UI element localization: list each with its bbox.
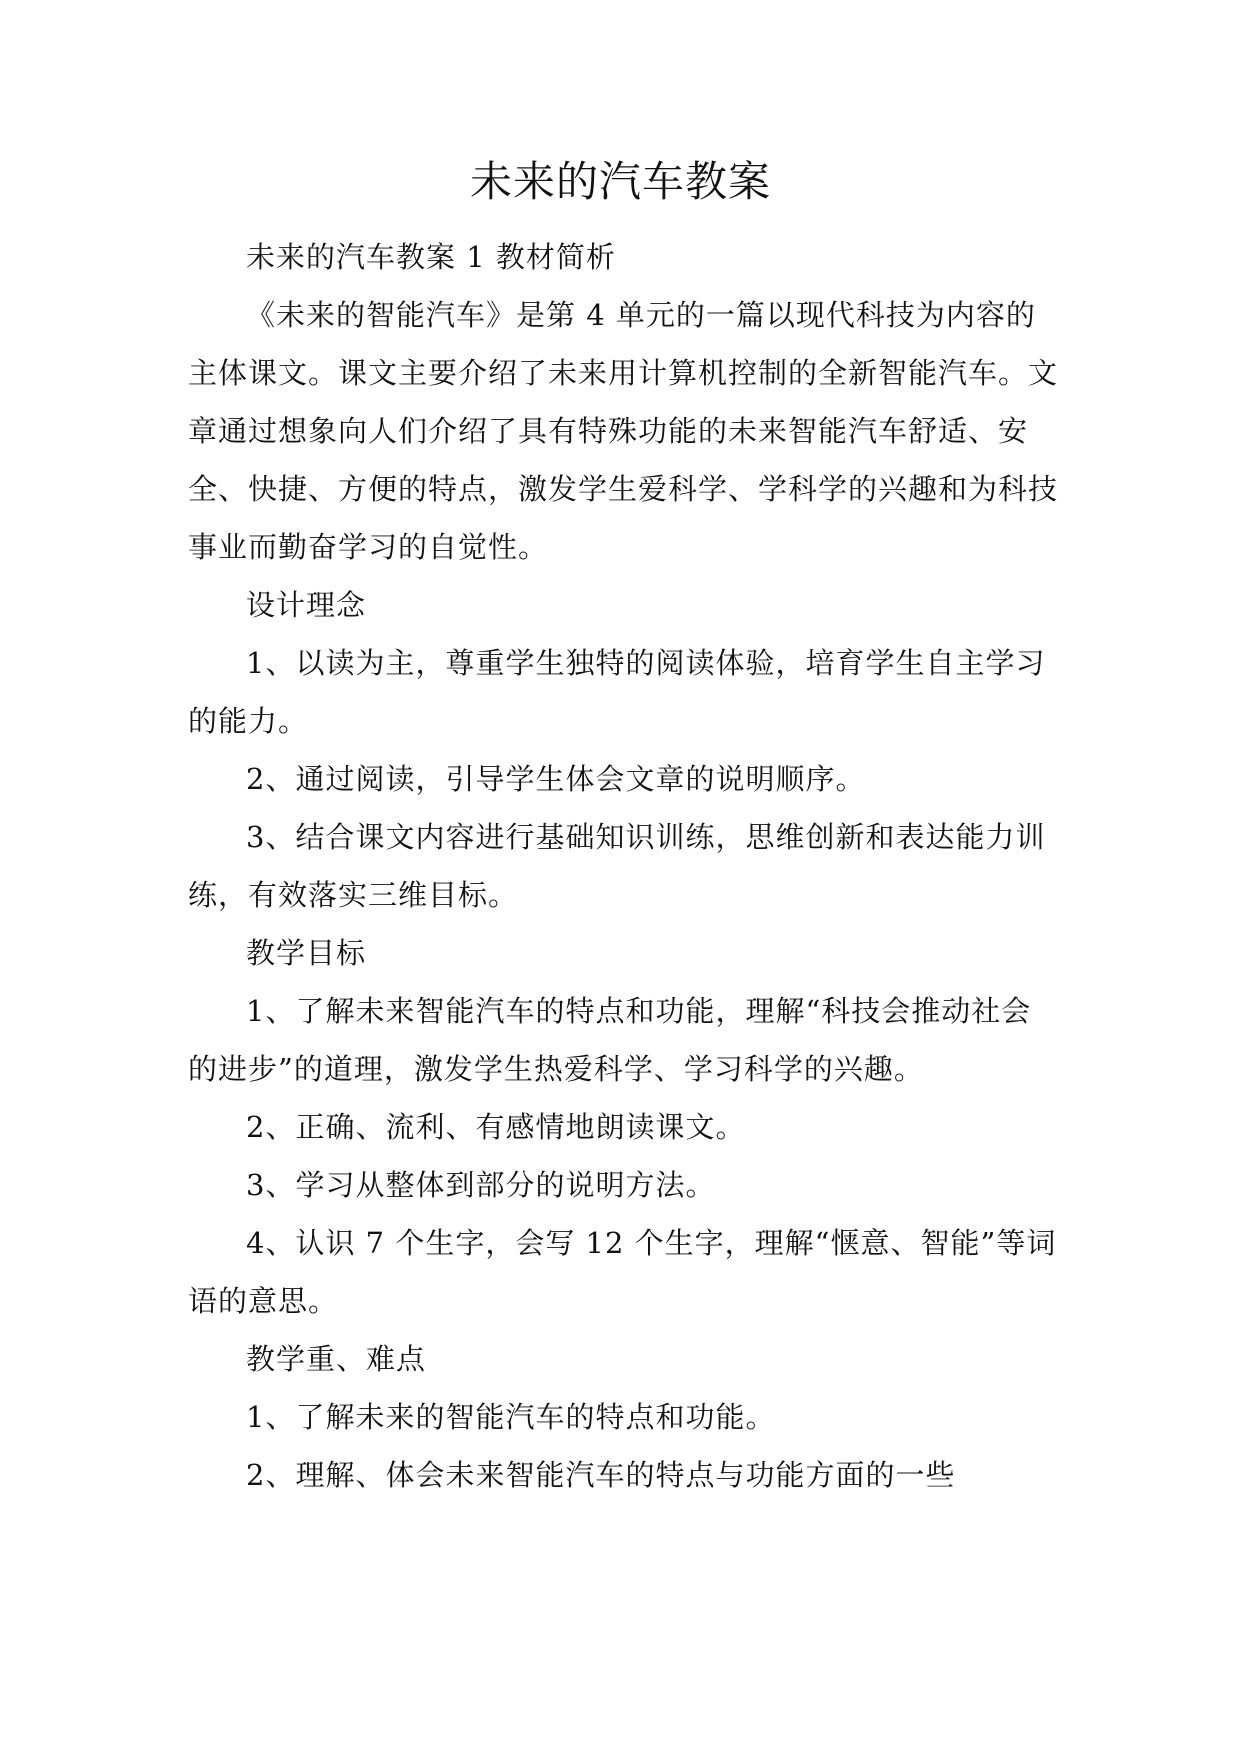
list-item-difficulty-2: 2、理解、体会未来智能汽车的特点与功能方面的一些: [246, 1458, 956, 1492]
list-item-goal-1: 1、了解未来智能汽车的特点和功能，理解“科技会推动社会的进步”的道理，激发学生热爱科学、学习科学的兴趣。: [188, 994, 1032, 1086]
section-heading-teaching-goals: 教学目标: [246, 936, 367, 970]
list-item-goal-2: 2、正确、流利、有感情地朗读课文。: [246, 1110, 746, 1144]
list-item-goal-4: 4、认识 7 个生字，会写 12 个生字，理解“惬意、智能”等词语的意思。: [188, 1226, 1057, 1318]
list-item-concept-2: 2、通过阅读，引导学生体会文章的说明顺序。: [246, 762, 866, 796]
document-body: [188, 228, 1058, 1504]
list-item-concept-3: 3、结合课文内容进行基础知识训练，思维创新和表达能力训练，有效落实三维目标。: [188, 820, 1046, 912]
list-item-concept-1: 1、以读为主，尊重学生独特的阅读体验，培育学生自主学习的能力。: [188, 646, 1046, 738]
list-item-difficulty-1: 1、了解未来的智能汽车的特点和功能。: [246, 1400, 776, 1434]
document-title: 未来的汽车教案: [469, 157, 771, 206]
section-heading-intro: 未来的汽车教案 1 教材简析: [246, 240, 616, 274]
section-heading-key-difficulties: 教学重、难点: [246, 1342, 427, 1376]
paragraph-textbook-analysis: 《未来的智能汽车》是第 4 单元的一篇以现代科技为内容的主体课文。课文主要介绍了未来用计算机控制的全新智能汽车。文章通过想象向人们介绍了具有特殊功能的未来智能汽车舒适、安全、快捷、方便的特点，激发学生爱科学、学科学的兴趣和为科技事业而勤奋学习的自觉性。: [188, 298, 1059, 564]
section-heading-design-concept: 设计理念: [246, 588, 367, 622]
list-item-goal-3: 3、学习从整体到部分的说明方法。: [246, 1168, 716, 1202]
